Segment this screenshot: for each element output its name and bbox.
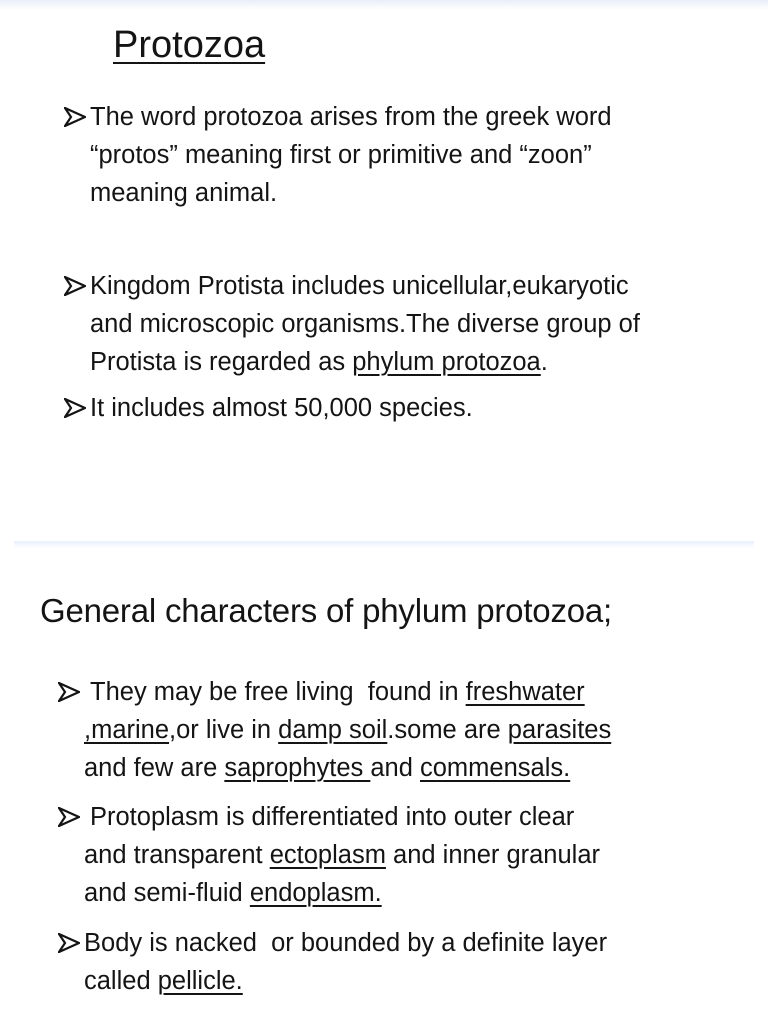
text-run: Protista is regarded as xyxy=(90,348,353,376)
underlined-term-ectoplasm: ectoplasm xyxy=(269,841,386,869)
bullet-etymology xyxy=(64,98,612,212)
bullet-line xyxy=(84,711,611,749)
underlined-term-damp-soil: damp soil xyxy=(278,716,388,744)
slide1-title: Protozoa xyxy=(113,24,266,66)
slide-top-edge xyxy=(0,0,768,10)
bullet-line: Kingdom Protista includes unicellular,eukaryotic xyxy=(90,272,629,300)
bullet-protoplasm xyxy=(58,798,600,912)
arrowhead-bullet-icon xyxy=(64,98,90,136)
bullet-kingdom-protista xyxy=(64,267,640,381)
text-run: .some are xyxy=(387,716,508,744)
underlined-term-marine: ,marine xyxy=(84,716,170,744)
text-run: and semi-fluid xyxy=(84,879,250,907)
text-run: and xyxy=(370,754,420,782)
bullet-line: The word protozoa arises from the greek word xyxy=(90,103,612,131)
text-run: and few are xyxy=(84,754,225,782)
bullet-line: It includes almost 50,000 species. xyxy=(90,394,473,422)
slide2-title: General characters of phylum protozoa; xyxy=(40,592,613,629)
text-run: and transparent xyxy=(84,841,270,869)
text-run: called xyxy=(84,967,158,995)
underlined-term-commensals: commensals. xyxy=(420,754,571,782)
arrowhead-bullet-icon xyxy=(64,267,90,305)
text-run: and inner granular xyxy=(385,841,601,869)
bullet-line xyxy=(84,874,600,912)
bullet-line: and microscopic organisms.The diverse group of xyxy=(90,310,640,338)
bullet-species-count xyxy=(64,389,473,427)
bullet-line: Protoplasm is differentiated into outer clear xyxy=(90,803,575,831)
bullet-line xyxy=(90,343,640,381)
bullet-line xyxy=(84,836,600,874)
underlined-term-saprophytes: saprophytes xyxy=(224,754,371,782)
underlined-term-endoplasm: endoplasm. xyxy=(249,879,382,907)
text-run: They may be free living found in xyxy=(90,678,466,706)
underlined-term-parasites: parasites xyxy=(507,716,612,744)
arrowhead-bullet-icon xyxy=(64,389,90,427)
bullet-line xyxy=(90,673,611,711)
underlined-term-pellicle: pellicle. xyxy=(157,967,243,995)
text-run: ,or live in xyxy=(169,716,279,744)
bullet-line: meaning animal. xyxy=(90,179,278,207)
bullet-line: “protos” meaning first or primitive and “zoon” xyxy=(90,141,592,169)
bullet-habitat xyxy=(58,673,611,787)
bullet-pellicle xyxy=(58,924,607,1000)
underlined-term-freshwater: freshwater xyxy=(465,678,585,706)
text-run: . xyxy=(540,348,548,376)
arrowhead-bullet-icon xyxy=(58,924,84,962)
bullet-line: Body is nacked or bounded by a definite layer xyxy=(84,929,608,957)
arrowhead-bullet-icon xyxy=(58,673,90,711)
bullet-line xyxy=(84,749,611,787)
bullet-line xyxy=(84,962,607,1000)
slide-divider xyxy=(14,541,754,549)
underlined-term-phylum-protozoa: phylum protozoa xyxy=(352,348,541,376)
arrowhead-bullet-icon xyxy=(58,798,90,836)
